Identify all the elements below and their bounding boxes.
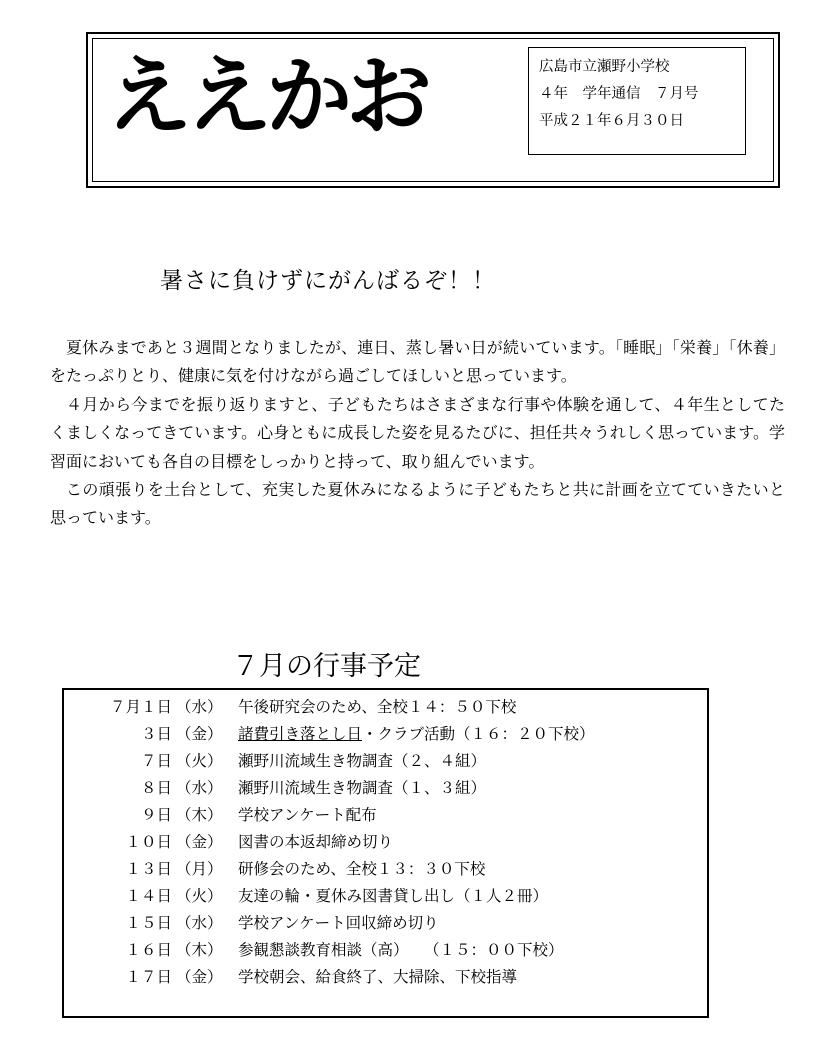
schedule-date: ３日 [140,725,172,743]
schedule-date: ９日 [140,806,172,824]
event-rest: ・クラブ活動（１６：２０下校） [362,725,595,743]
schedule-date: ７月１日 [109,698,172,716]
schedule-event: 瀬野川流域生き物調査（１、３組） [238,779,487,797]
schedule-event [238,721,595,747]
schedule-box [62,688,709,1018]
schedule-date: １５日 [125,914,172,932]
schedule-event: 図書の本返却締め切り [238,833,394,851]
paragraph: 夏休みまであと３週間となりましたが、連日、蒸し暑い日が続いています。「睡眠」「栄養」「休養」をたっぷりとり、健康に気を付けながら過ごしてほしいと思っています。 [50,338,785,386]
schedule-day: （火） [176,752,223,770]
schedule-event: 学校アンケート配布 [238,806,377,824]
issue-info-box [528,47,746,155]
schedule-event: 学校朝会、給食終了、大掃除、下校指導 [238,968,518,986]
schedule-date: １６日 [125,941,172,959]
schedule-day: （金） [176,725,223,743]
schedule-event: 友達の輪・夏休み図書貸し出し（１人２冊） [238,887,549,905]
schedule-day: （木） [176,806,223,824]
schedule-day: （水） [176,698,223,716]
schedule-day: （水） [176,779,223,797]
schedule-date: １０日 [125,833,172,851]
school-name: 広島市立瀬野小学校 [539,59,670,75]
issue-label: ４年 学年通信 ７月号 [539,86,699,102]
schedule-day: （金） [176,968,223,986]
schedule-date: ７日 [140,752,172,770]
paragraph: この頑張りを土台として、充実した夏休みになるように子どもたちと共に計画を立てていきたいと思っています。 [50,480,785,528]
body-text [50,334,785,533]
schedule-title: ７月の行事予定 [232,651,421,682]
schedule-event: 学校アンケート回収締め切り [238,914,439,932]
schedule-date: １４日 [125,887,172,905]
schedule-date: １３日 [125,860,172,878]
underlined-event: 諸費引き落とし日 [238,725,363,743]
schedule-day: （火） [176,887,223,905]
schedule-event: 瀬野川流域生き物調査（２、４組） [238,752,487,770]
schedule-day: （木） [176,941,223,959]
schedule-event: 午後研究会のため、全校１４：５０下校 [238,698,517,716]
paragraph: ４月から今までを振り返りますと、子どもたちはさまざまな行事や体験を通して、４年生としてたくましくなってきています。心身ともに成長した姿を見るたびに、担任共々うれしく思っています。学習面においても各自の目標をしっかりと持って、取り組んでいます。 [50,394,785,471]
schedule-day: （水） [176,914,223,932]
schedule-date: １７日 [125,968,172,986]
newsletter-title: ええかお [106,47,426,147]
issue-date: 平成２１年６月３０日 [539,113,684,129]
schedule-day: （月） [176,860,223,878]
schedule-event: 参観懇談教育相談（高） （１５：００下校） [238,941,564,959]
schedule-day: （金） [176,833,223,851]
schedule-date: ８日 [140,779,172,797]
headline: 暑さに負けずにがんばるぞ！！ [160,268,496,294]
masthead [86,32,780,188]
schedule-event: 研修会のため、全校１３：３０下校 [238,860,486,878]
